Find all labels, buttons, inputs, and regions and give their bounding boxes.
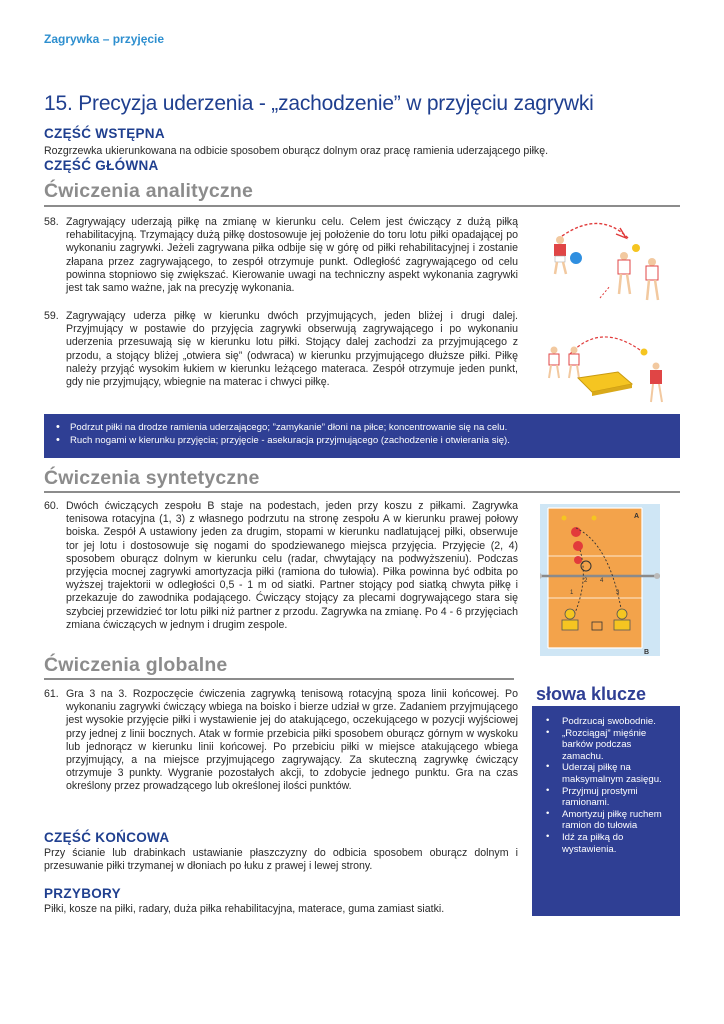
ball-trajectory [570, 337, 640, 354]
server-figure [650, 363, 662, 403]
player-icon [565, 609, 575, 619]
player-icon [574, 556, 582, 564]
global-heading: Ćwiczenia globalne [44, 654, 228, 676]
equipment-heading: PRZYBORY [44, 886, 121, 901]
receiver-figure-near [549, 347, 559, 379]
final-text: Przy ścianie lub drabinkach ustawianie płaszczyzny do odbicia sposobem oburącz dolnym i przesuwanie piłki trzymanej w dłoniach po łuku z prawej i lewej strony. [44, 847, 518, 873]
exercise-59-illustration [540, 322, 680, 410]
equipment-text: Piłki, kosze na piłki, radary, duża piłka rehabilitacyjna, materace, guma zamiast siatki. [44, 903, 445, 915]
page-title: 15. Precyzja uderzenia - „zachodzenie” w przyjęciu zagrywki [44, 92, 594, 115]
exercise-number: 61. [44, 688, 59, 700]
team-b-label: B [644, 649, 650, 656]
main-heading: CZĘŚĆ GŁÓWNA [44, 158, 159, 173]
exercise-text: Dwóch ćwiczących zespołu B staje na podestach, jeden przy koszu z piłkami. Zagrywka tenisowa rotacyjna (1, 3) z własnego podrzutu na stronę zespołu A w kierunku prawej połowy boiska. Zespół A ustawiony jeden za drugim, stopami w kierunku nadlatującej piłki, obserwuje tor jej lotu i dostosowuje się nogami do spodziewanego miejsca przyjęcia. Przyjęcie (2, 4) sposobem oburącz dolnym w kierunku celu (radar, chwytający na podwyższeniu). Podczas przyjęcia mocnej zagrywki amortyzacja piłki (ramiona do tułowia). Piłka powinna być odbita po wyższej trajektorii w odległości 0,5 - 1 m od siatki. Partner stojący pod siatką chwyta piłkę i przekazuje do zawodnika podającego. Ćwiczący stojący za plecami dogrywającego stara się szybciej przewidzieć tor lotu piłki niż partner z przodu. Zagrywka na zmianę. Po 4 - 6 przyjęciach zmiana ćwiczących w jednym i drugim zespole. [66, 500, 518, 631]
team-a-label: A [634, 513, 640, 520]
keyword-item: • Amortyzuj piłkę ruchem ramion do tułowia [562, 809, 674, 832]
tip-item: • Podrzut piłki na drodze ramienia uderzającego; ”zamykanie” dłoni na piłce; koncentrowanie się na celu. [70, 422, 680, 435]
catcher-figure [646, 258, 658, 300]
synthetic-heading: Ćwiczenia syntetyczne [44, 467, 260, 489]
mat-icon [578, 372, 632, 396]
position-4-label: 4 [600, 578, 604, 584]
exercise-58-illustration [540, 214, 680, 310]
exercise-text: Zagrywający uderzają piłkę na zmianę w kierunku celu. Celem jest ćwiczący z dużą piłką rehabilitacyjną. Trzymający dużą piłkę dostosowuje jej położenie do toru lotu piłki opadającej po wykonaniu zagrywki. Jeżeli zagrywana piłka odbije się w górę od piłki rehabilitacyjnej i zostanie złapana przez zagrywającego, to zespół otrzymuje punkt. Odległość zagrywającego od celu powinna stopniowo się zwiększać. Kierowanie uwagi na techniczny aspekt wykonania zagrywki jest tak samo ważne, jak na precyzję wykonania. [66, 216, 518, 295]
ball-icon [562, 516, 567, 521]
position-3-label: 3 [616, 590, 620, 596]
platform-icon [614, 620, 630, 630]
keyword-item: • „Rozciągaj” mięśnie barków podczas zamachu. [562, 728, 674, 763]
final-heading: CZĘŚĆ KOŃCOWA [44, 830, 170, 845]
exercise-59 [44, 310, 518, 389]
ball-icon [641, 349, 648, 356]
analytical-heading: Ćwiczenia analityczne [44, 180, 254, 202]
running-head: Zagrywka – przyjęcie [44, 32, 165, 46]
rehab-ball-icon [570, 252, 582, 264]
exercise-number: 58. [44, 216, 59, 228]
net-post [654, 573, 660, 579]
target-holder-figure [618, 252, 630, 294]
exercise-number: 59. [44, 310, 59, 322]
player-icon [617, 609, 627, 619]
tips-box [44, 414, 680, 458]
position-1-label: 1 [570, 590, 574, 596]
arrow-icon [616, 228, 626, 238]
ball-icon [632, 244, 640, 252]
movement-arrow [600, 286, 610, 298]
exercise-58 [44, 216, 518, 295]
server-figure [554, 236, 566, 274]
exercise-61 [44, 688, 518, 794]
exercise-60 [44, 500, 518, 632]
exercise-text: Zagrywający uderza piłkę w kierunku dwóch przyjmujących, jeden bliżej i drugi dalej. Przyjmujący w postawie do przyjęcia zagrywki obserwują zagrywającego i po wykonaniu uderzenia przesuwają się w kierunku lotu piłki. Stojący dalej zachodzi za przyjmującego z przodu, a stojący bliżej „otwiera się” (odwraca) w kierunku przyjmującego dłuższe piłki. Piłkę należy przyjąć wysokim łukiem w kierunku leżącego materaca. Zespół otrzymuje jeden punkt, gdy nie przyjmujący, wbiegnie na materac i chwyci piłkę. [66, 310, 518, 389]
player-icon [573, 541, 583, 551]
court-diagram [540, 504, 660, 656]
exercise-text: Gra 3 na 3. Rozpoczęcie ćwiczenia zagrywką tenisową rotacyjną spoza linii końcowej. Po wykonaniu zagrywki ćwiczący wbiega na boisko i bierze udział w grze. Zadaniem przyjmującego jest wysokie przyjęcie piłki i wystawienie jej do atakującego, oczekującego w pozycji wyjściowej przy jednej z linii bocznych. Atak w formie przebicia piłki sposobem oburącz górnym w wyskoku lub jednorącz w kierunku linii końcowej. Po przebiciu piłki w miejsce atakującego wbiega przyjmujący, a na miejsce przyjmującego zagrywający. Za skuteczną zagrywkę ćwiczący otrzymuje 3 punkty. Wygranie pozostałych akcji, to zdobycie jednego punktu. Gra na czas określony przez prowadzącego lub określonej ilości punktów. [66, 688, 518, 793]
section-divider [44, 205, 680, 207]
intro-heading: CZĘŚĆ WSTĘPNA [44, 126, 165, 141]
player-icon [571, 527, 581, 537]
platform-icon [562, 620, 578, 630]
keywords-heading: słowa klucze [536, 684, 647, 704]
keywords-box [532, 706, 680, 916]
section-divider [44, 491, 680, 493]
ball-icon [592, 516, 597, 521]
intro-text: Rozgrzewka ukierunkowana na odbicie sposobem oburącz dolnym oraz pracę ramienia uderzającego piłkę. [44, 145, 549, 157]
keyword-item: • Idź za piłką do wystawienia. [562, 832, 674, 855]
keyword-item: • Uderzaj piłkę na maksymalnym zasięgu. [562, 762, 674, 785]
receiver-figure-far [569, 347, 579, 379]
keyword-item: • Podrzucaj swobodnie. [562, 716, 674, 728]
section-divider [44, 678, 514, 680]
ball-trajectory [562, 223, 628, 238]
keyword-item: • Przyjmuj prostymi ramionami. [562, 786, 674, 809]
position-2-label: 2 [584, 578, 588, 584]
tip-item: • Ruch nogami w kierunku przyjęcia; przyjęcie - asekuracja przyjmującego (zachodzenie i otwierania się). [70, 435, 680, 448]
exercise-number: 60. [44, 500, 59, 512]
